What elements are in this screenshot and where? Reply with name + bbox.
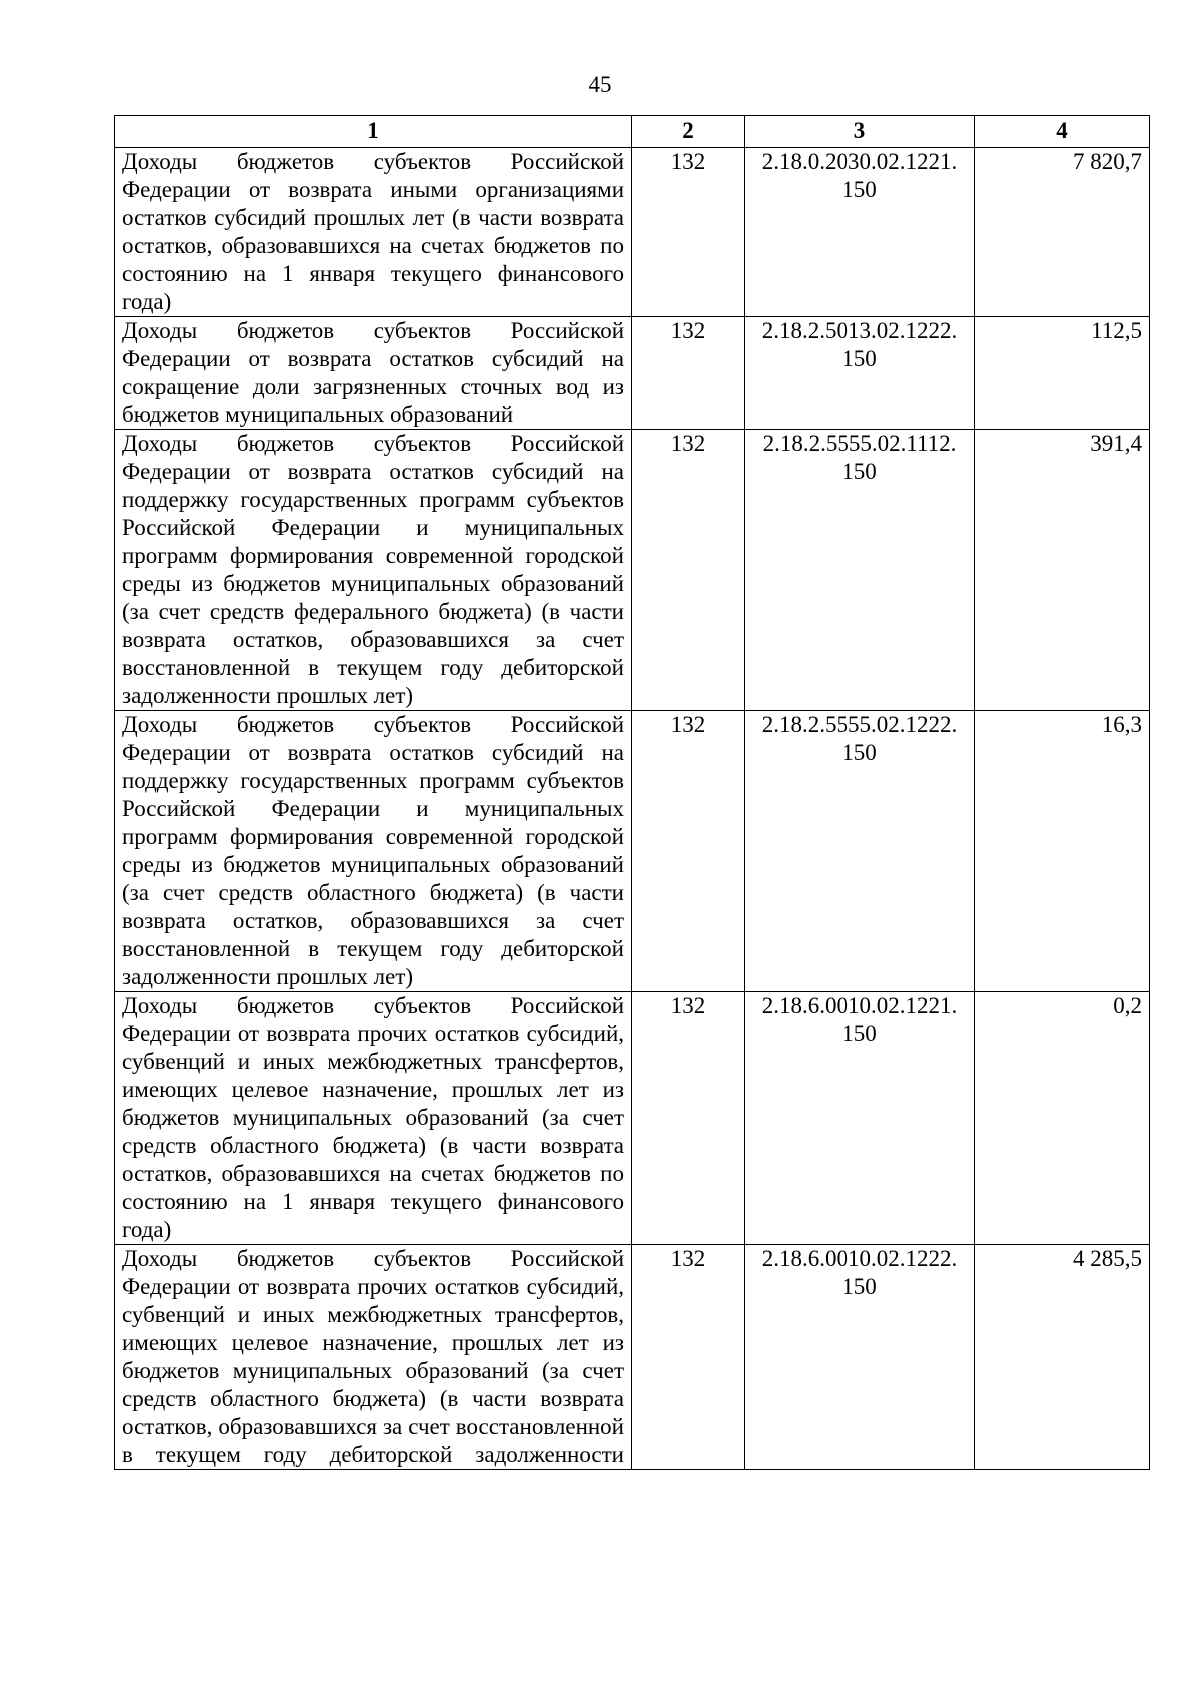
row-description: Доходы бюджетов субъектов Российской Федерации от возврата остатков субсидий на сокращение доли загрязненных сточных вод из бюджетов муниципальных образований [115, 317, 632, 430]
row-description: Доходы бюджетов субъектов Российской Федерации от возврата остатков субсидий на поддержку государственных программ субъектов Российской Федерации и муниципальных программ формирования современной городской среды из бюджетов муниципальных образований (за счет средств федерального бюджета) (в части возврата остатков, образовавшихся за счет восстановленной в текущем году дебиторской задолженности прошлых лет) [115, 430, 632, 711]
row-admin-code: 132 [632, 317, 745, 430]
table-row [115, 711, 1150, 992]
row-kbk-code: 2.18.0.2030.02.1221. 150 [745, 148, 975, 317]
row-amount: 0,2 [975, 992, 1150, 1245]
table-header-row [115, 116, 1150, 148]
row-kbk-code: 2.18.6.0010.02.1222. 150 [745, 1245, 975, 1470]
table-row [115, 317, 1150, 430]
row-admin-code: 132 [632, 430, 745, 711]
row-amount: 7 820,7 [975, 148, 1150, 317]
row-description: Доходы бюджетов субъектов Российской Федерации от возврата иными организациями остатков субсидий прошлых лет (в части возврата остатков, образовавшихся на счетах бюджетов по состоянию на 1 января текущего финансового года) [115, 148, 632, 317]
header-col-4: 4 [975, 116, 1150, 148]
row-admin-code: 132 [632, 992, 745, 1245]
row-amount: 112,5 [975, 317, 1150, 430]
row-amount: 4 285,5 [975, 1245, 1150, 1470]
table-row [115, 430, 1150, 711]
row-description: Доходы бюджетов субъектов Российской Федерации от возврата прочих остатков субсидий, субвенций и иных межбюджетных трансфертов, имеющих целевое назначение, прошлых лет из бюджетов муниципальных образований (за счет средств областного бюджета) (в части возврата остатков, образовавшихся за счет восстановленной в текущем году дебиторской задолженности [115, 1245, 632, 1470]
header-col-1: 1 [115, 116, 632, 148]
table-row [115, 148, 1150, 317]
page-number: 45 [588, 72, 612, 97]
row-kbk-code: 2.18.2.5013.02.1222. 150 [745, 317, 975, 430]
row-amount: 391,4 [975, 430, 1150, 711]
header-col-3: 3 [745, 116, 975, 148]
row-description: Доходы бюджетов субъектов Российской Федерации от возврата остатков субсидий на поддержку государственных программ субъектов Российской Федерации и муниципальных программ формирования современной городской среды из бюджетов муниципальных образований (за счет средств областного бюджета) (в части возврата остатков, образовавшихся за счет восстановленной в текущем году дебиторской задолженности прошлых лет) [115, 711, 632, 992]
table-row [115, 992, 1150, 1245]
row-kbk-code: 2.18.2.5555.02.1112. 150 [745, 430, 975, 711]
row-admin-code: 132 [632, 1245, 745, 1470]
row-admin-code: 132 [632, 711, 745, 992]
table-row [115, 1245, 1150, 1470]
row-amount: 16,3 [975, 711, 1150, 992]
row-admin-code: 132 [632, 148, 745, 317]
row-kbk-code: 2.18.6.0010.02.1221. 150 [745, 992, 975, 1245]
row-description: Доходы бюджетов субъектов Российской Федерации от возврата прочих остатков субсидий, субвенций и иных межбюджетных трансфертов, имеющих целевое назначение, прошлых лет из бюджетов муниципальных образований (за счет средств областного бюджета) (в части возврата остатков, образовавшихся на счетах бюджетов по состоянию на 1 января текущего финансового года) [115, 992, 632, 1245]
row-kbk-code: 2.18.2.5555.02.1222. 150 [745, 711, 975, 992]
header-col-2: 2 [632, 116, 745, 148]
budget-revenue-table [114, 115, 1150, 1470]
